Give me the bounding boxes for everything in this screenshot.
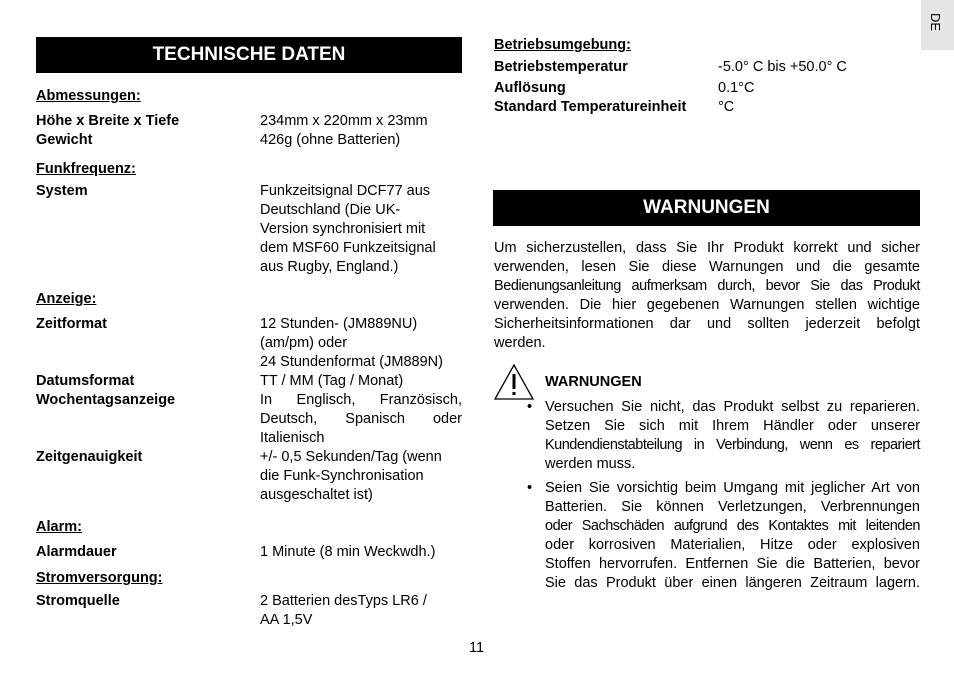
intro-line: werden. [494,335,546,351]
warnungen-subheading: WARNUNGEN [545,374,642,390]
funkfrequenz-heading: Funkfrequenz: [36,161,136,177]
warning-line: Setzen Sie sich mit Ihrem Händler oder unserer [545,418,920,434]
stromquelle-line: AA 1,5V [260,612,313,628]
intro-line: Sicherheitsinformationen dar und sollten jederzeit befolgt [494,316,920,332]
genauigkeit-line: die Funk-Synchronisation [260,468,424,484]
betriebstemperatur-label: Betriebstemperatur [494,59,628,75]
system-value-line: Version synchronisiert mit [260,221,426,237]
stromquelle-label: Stromquelle [36,593,120,609]
aufloesung-value: 0.1°C [718,80,755,96]
language-tab [921,0,954,50]
zeitformat-line: 12 Stunden- (JM889NU) [260,316,418,332]
warning-line: oder Sachschäden aufgrund des Kontaktes mit leitenden [545,518,920,534]
wochentag-line: Deutsch, Spanisch oder [260,411,462,427]
language-tab-label: DE [928,13,943,32]
stromversorgung-heading: Stromversorgung: [36,570,163,586]
weight-label: Gewicht [36,132,93,148]
system-value-line: dem MSF60 Funkzeitsignal [260,240,436,256]
genauigkeit-label: Zeitgenauigkeit [36,449,143,465]
zeitformat-label: Zeitformat [36,316,107,332]
system-label: System [36,183,88,199]
wochentag-line: Italienisch [260,430,325,446]
betriebstemperatur-value: -5.0° C bis +50.0° C [718,59,847,75]
alarmdauer-label: Alarmdauer [36,544,117,560]
stromquelle-line: 2 Batterien desTyps LR6 / [260,593,427,609]
system-value-line: aus Rugby, England.) [260,259,399,275]
warnungen-intro [494,239,920,353]
datumsformat-label: Datumsformat [36,373,135,389]
stromquelle-value [260,592,427,630]
zeitformat-line: 24 Stundenformat (JM889N) [260,354,443,370]
warning-item-repair [545,398,920,474]
dimensions-value: 234mm x 220mm x 23mm [260,113,428,129]
warning-line: oder korrosiven Materialien, Hitze oder explosiven [545,537,920,553]
alarmdauer-value: 1 Minute (8 min Weckwdh.) [260,544,436,560]
system-value [260,182,462,277]
datumsformat-value: TT / MM (Tag / Monat) [260,373,404,389]
warning-line: Stoffen hervorrufen. Entfernen Sie die Batterien, bevor [545,556,920,572]
warning-line: Seien Sie vorsichtig beim Umgang mit jeglicher Art von [545,480,920,496]
wochentag-label: Wochentagsanzeige [36,392,176,408]
zeitformat-value [260,315,443,372]
weight-value: 426g (ohne Batterien) [260,132,401,148]
intro-line: verwenden. Die hier gegebenen Warnungen stellen wichtige [494,297,920,313]
warning-triangle-icon [493,363,535,401]
system-value-line: Funkzeitsignal DCF77 aus [260,183,431,199]
warning-item-batteries [545,479,920,593]
betriebsumgebung-heading: Betriebsumgebung: [494,37,631,53]
abmessungen-heading: Abmessungen: [36,88,141,104]
warnungen-title: WARNUNGEN [493,190,920,226]
zeitformat-line: (am/pm) oder [260,335,348,351]
genauigkeit-value [260,448,462,505]
page-number: 11 [469,640,485,656]
intro-line: Bedienungsanleitung aufmerksam durch, bevor Sie das Produkt [494,278,920,294]
bullet-icon: • [527,480,533,496]
anzeige-heading: Anzeige: [36,291,97,307]
technical-data-title: TECHNISCHE DATEN [36,37,462,73]
dimensions-label: Höhe x Breite x Tiefe [36,113,180,129]
temperatureinheit-label: Standard Temperatureinheit [494,99,687,115]
bullet-icon: • [527,399,533,415]
alarm-heading: Alarm: [36,519,82,535]
warning-line: Kundendienstabteilung in Verbindung, wenn es repariert [545,437,920,453]
warning-line: Versuchen Sie nicht, das Produkt selbst zu reparieren. [545,399,920,415]
warning-line: werden muss. [545,456,636,472]
wochentag-line: In Englisch, Französisch, [260,392,462,408]
intro-line: verwenden, lesen Sie diese Warnungen und die gesamte [494,259,920,275]
wochentag-value [260,391,462,448]
warning-line: Sie das Produkt über einen längeren Zeitraum lagern. [545,575,920,591]
temperatureinheit-value: °C [718,99,735,115]
aufloesung-label: Auflösung [494,80,566,96]
genauigkeit-line: ausgeschaltet ist) [260,487,373,503]
warning-line: Batterien. Sie können Verletzungen, Verbrennungen [545,499,920,515]
system-value-line: Deutschland (Die UK- [260,202,401,218]
intro-line: Um sicherzustellen, dass Sie Ihr Produkt korrekt und sicher [494,240,920,256]
genauigkeit-line: +/- 0,5 Sekunden/Tag (wenn [260,449,442,465]
